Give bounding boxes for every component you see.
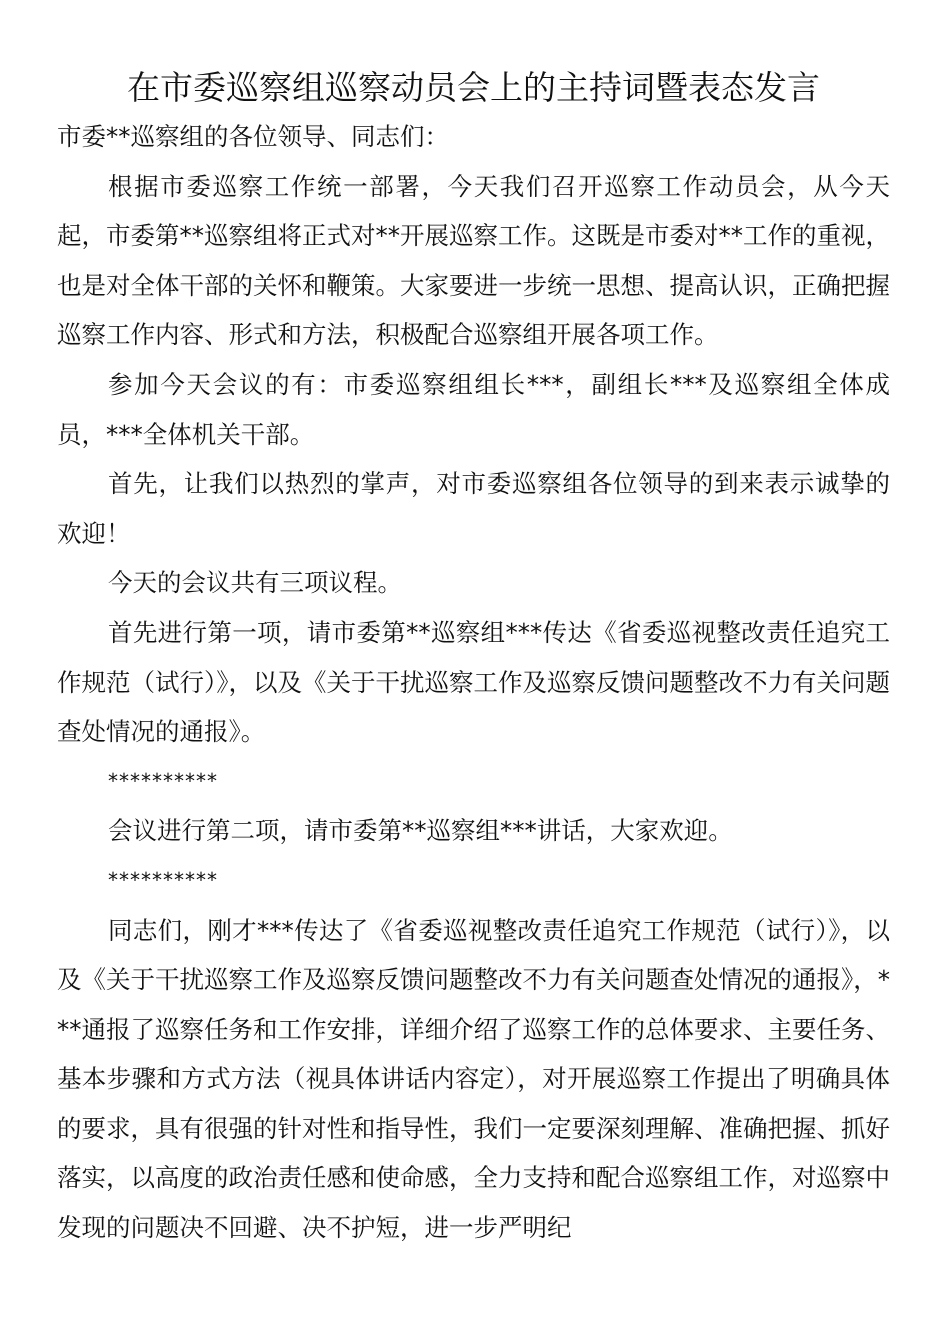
paragraph-agenda: 今天的会议共有三项议程。 xyxy=(108,568,402,598)
paragraph-attendees: 参加今天会议的有：市委巡察组组长***，副组长***及巡察组全体成员，***全体机关干部。 xyxy=(57,369,890,449)
paragraph-item-one: 首先进行第一项，请市委第**巡察组***传达《省委巡视整改责任追究工作规范（试行）》，以及《关于干扰巡察工作及巡察反馈问题整改不力有关问题查处情况的通报》。 xyxy=(57,617,890,747)
paragraph-welcome: 首先，让我们以热烈的掌声，对市委巡察组各位领导的到来表示诚挚的欢迎！ xyxy=(57,469,890,548)
separator-stars: ********** xyxy=(108,768,218,793)
paragraph-deployment: 根据市委巡察工作统一部署，今天我们召开巡察工作动员会，从今天起，市委第**巡察组将正式对**开展巡察工作。这既是市委对**工作的重视，也是对全体干部的关怀和鞭策。大家要进一步统一思想、提高认识，正确把握巡察工作内容、形式和方法，积极配合巡察组开展各项工作。 xyxy=(57,171,890,350)
paragraph-commitment: 同志们，刚才***传达了《省委巡视整改责任追究工作规范（试行）》，以及《关于干扰巡察工作及巡察反馈问题整改不力有关问题查处情况的通报》，***通报了巡察任务和工作安排，详细介绍了巡察工作的总体要求、主要任务、基本步骤和方式方法（视具体讲话内容定），对开展巡察工作提出了明确具体的要求，具有很强的针对性和指导性，我们一定要深刻理解、准确把握、抓好落实，以高度的政治责任感和使命感，全力支持和配合巡察组工作，对巡察中发现的问题决不回避、决不护短，进一步严明纪 xyxy=(57,915,890,1243)
document-page xyxy=(57,64,890,1253)
document-title: 在市委巡察组巡察动员会上的主持词暨表态发言 xyxy=(127,68,820,107)
paragraph-item-two: 会议进行第二项，请市委第**巡察组***讲话，大家欢迎。 xyxy=(108,816,733,846)
salutation: 市委**巡察组的各位领导、同志们： xyxy=(57,122,449,151)
separator-stars: ********** xyxy=(108,867,218,892)
